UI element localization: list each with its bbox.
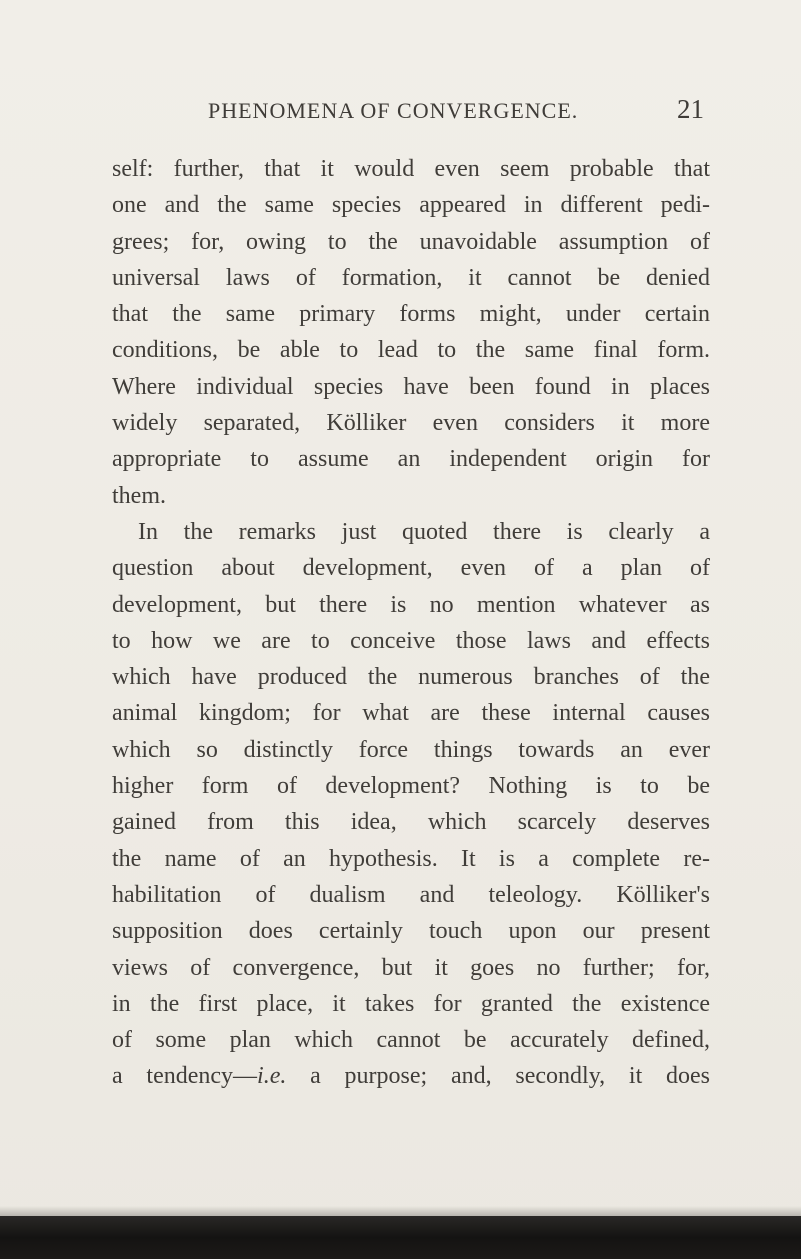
text-line: views of convergence, but it goes no further; for, <box>112 954 710 981</box>
text-line: which so distinctly force things towards an ever <box>112 736 710 763</box>
text-line: gained from this idea, which scarcely deserves <box>112 809 710 836</box>
text-line: the name of an hypothesis. It is a complete re- <box>112 845 710 872</box>
text-line: in the first place, it takes for granted the existence <box>112 990 710 1017</box>
running-title: PHENOMENA OF CONVERGENCE. <box>208 98 579 123</box>
text-line: widely separated, Kölliker even considers it more <box>112 410 710 437</box>
text-line: animal kingdom; for what are these internal causes <box>112 700 710 727</box>
body-text <box>112 151 710 1095</box>
text-line: that the same primary forms might, under certain <box>112 301 710 328</box>
text-line: higher form of development? Nothing is to be <box>112 773 710 800</box>
running-head <box>200 94 704 130</box>
text-line: of some plan which cannot be accurately defined, <box>112 1027 710 1054</box>
text-line: In the remarks just quoted there is clearly a <box>138 518 710 545</box>
text-line: one and the same species appeared in different pedi- <box>112 192 710 219</box>
text-line: supposition does certainly touch upon our present <box>112 918 710 945</box>
text-line: development, but there is no mention whatever as <box>112 591 710 618</box>
text-line: universal laws of formation, it cannot be denied <box>112 264 710 291</box>
text-line: appropriate to assume an independent origin for <box>112 446 710 473</box>
text-line: them. <box>112 482 166 509</box>
text-line: grees; for, owing to the unavoidable assumption of <box>112 228 710 255</box>
text-line: which have produced the numerous branches of the <box>112 664 710 691</box>
text-line: to how we are to conceive those laws and effects <box>112 627 710 654</box>
text-line: Where individual species have been found in places <box>112 373 710 400</box>
text-line: habilitation of dualism and teleology. Kölliker's <box>112 881 710 908</box>
italic-abbrev: i.e. <box>257 1063 287 1090</box>
text-line: self: further, that it would even seem probable that <box>112 156 710 182</box>
text-line: a tendency—i.e. a purpose; and, secondly, it does <box>112 1063 710 1090</box>
page-number: 21 <box>677 94 704 124</box>
text-line: question about development, even of a plan of <box>112 555 710 582</box>
scan-bottom-edge <box>0 1216 801 1259</box>
text-line: conditions, be able to lead to the same final form. <box>112 337 710 364</box>
